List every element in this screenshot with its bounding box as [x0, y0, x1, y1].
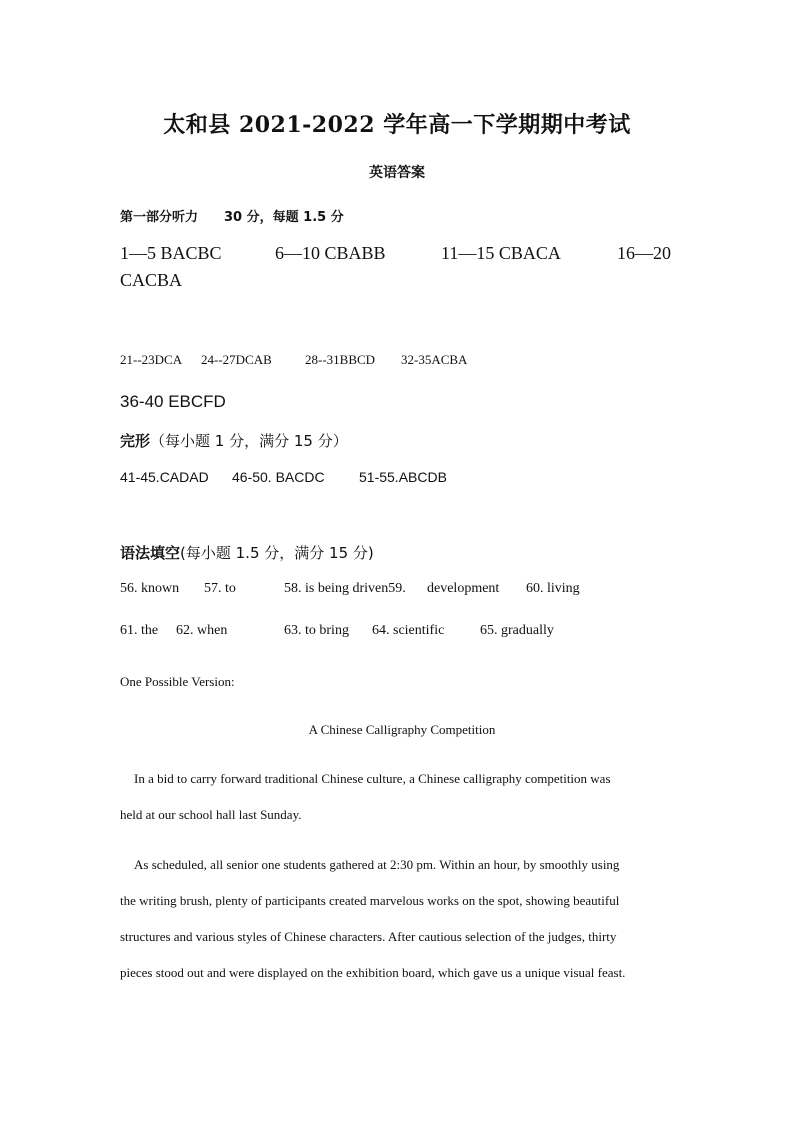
cloze-answer-group: 46-50. BACDC — [232, 469, 325, 485]
essay-version-label: One Possible Version: — [120, 674, 235, 689]
cloze-heading — [120, 430, 348, 451]
page-title: 太和县 2021-2022 学年高一下学期期中考试 — [163, 112, 631, 138]
listening-answers-row-2: CACBA — [120, 270, 183, 290]
cloze-answer-group: 51-55.ABCDB — [359, 469, 447, 485]
listening-answer-group: 6—10 CBABB — [275, 243, 386, 263]
listening-heading-label: 第一部分听力 — [120, 210, 199, 225]
essay-title: A Chinese Calligraphy Competition — [308, 722, 496, 737]
reading-answer-group: 28--31BBCD — [305, 352, 376, 367]
grammar-heading — [120, 542, 374, 563]
grammar-answer: 58. is being driven59. — [284, 581, 406, 596]
essay-line: structures and various styles of Chinese characters. After cautious selection of the judges, thirty — [120, 929, 617, 944]
cloze-heading-label: 完形 — [120, 432, 151, 450]
grammar-answer: 64. scientific — [372, 623, 445, 638]
grammar-answer: 63. to bring — [284, 623, 349, 638]
listening-section-heading — [120, 206, 344, 225]
essay-line: As scheduled, all senior one students gathered at 2:30 pm. Within an hour, by smoothly using — [134, 857, 620, 872]
grammar-answer: 65. gradually — [480, 623, 554, 638]
seven-choice-answers: 36-40 EBCFD — [120, 392, 226, 411]
grammar-heading-label: 语法填空 — [120, 544, 181, 562]
reading-answer-group: 32-35ACBA — [401, 352, 468, 367]
listening-points: 30 分，每题 1.5 分 — [224, 210, 344, 225]
page-subtitle: 英语答案 — [369, 165, 425, 181]
listening-answer-group: 11—15 CBACA — [441, 243, 561, 263]
essay-line: held at our school hall last Sunday. — [120, 807, 302, 822]
cloze-answer-group: 41-45.CADAD — [120, 469, 209, 485]
listening-answer-group: 16—20 — [617, 243, 671, 263]
essay-line: the writing brush, plenty of participants created marvelous works on the spot, showing beautiful — [120, 893, 620, 908]
reading-answer-group: 24--27DCAB — [201, 352, 272, 367]
essay-line: In a bid to carry forward traditional Chinese culture, a Chinese calligraphy competition was — [134, 771, 611, 786]
listening-answer-group: 1—5 BACBC — [120, 243, 222, 263]
essay-line: pieces stood out and were displayed on the exhibition board, which gave us a unique visual feast. — [120, 965, 626, 980]
grammar-answer: 56. known — [120, 581, 180, 596]
grammar-answer: 57. to — [204, 581, 236, 596]
reading-answer-group: 21--23DCA — [120, 352, 183, 367]
grammar-answer: 62. when — [176, 623, 228, 638]
grammar-answer: 60. living — [526, 581, 580, 596]
grammar-answer: development — [427, 581, 500, 596]
cloze-heading-points: （每小题 1 分，满分 15 分） — [150, 432, 348, 450]
grammar-answer: 61. the — [120, 623, 159, 638]
grammar-heading-points: (每小题 1.5 分，满分 15 分) — [180, 544, 374, 562]
